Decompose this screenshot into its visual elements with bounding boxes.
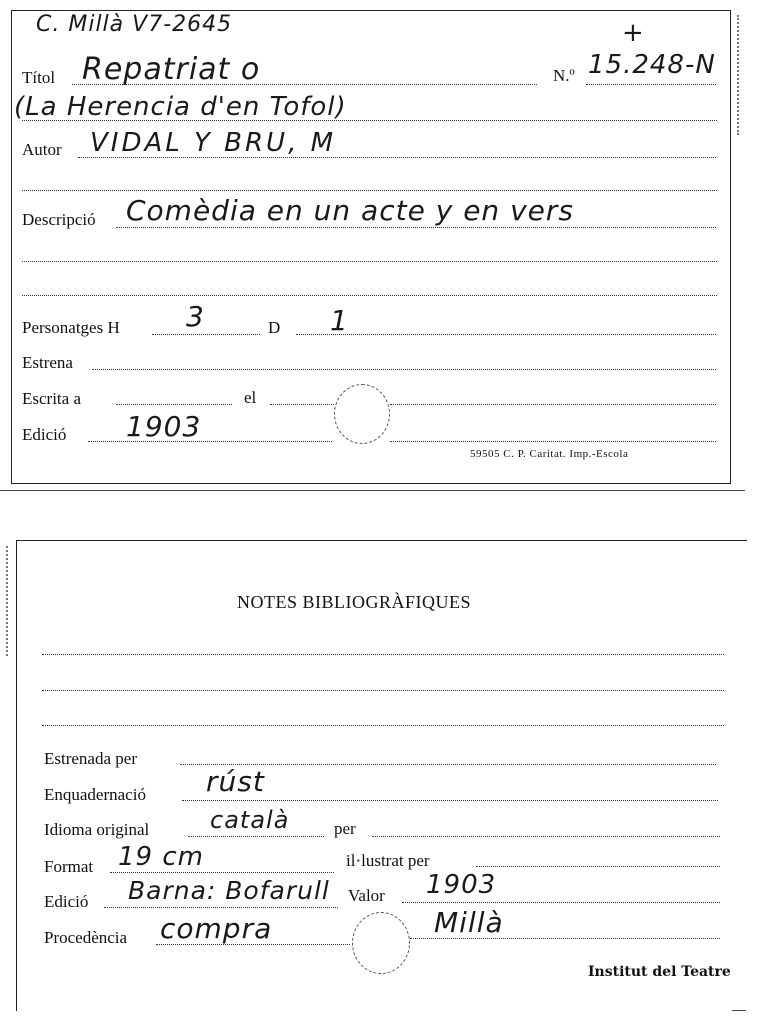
idioma-label: Idioma original — [44, 820, 150, 839]
blank-line-1 — [22, 190, 717, 191]
escrita-line — [116, 404, 232, 405]
edicio2-value: Barna: Bofarull — [128, 876, 330, 905]
subtitle-line — [22, 120, 717, 121]
blank-line-3 — [22, 295, 717, 296]
edicio2-line — [104, 907, 338, 908]
numero-label: N.º — [553, 66, 575, 85]
format-label: Format — [44, 857, 94, 876]
personatges-label: Personatges H — [22, 318, 120, 337]
notes-heading: NOTES BIBLIOGRÀFIQUES — [237, 592, 472, 612]
cross-mark: + — [622, 18, 645, 48]
procedencia-label: Procedència — [44, 928, 128, 947]
bottom-edge-mark — [732, 1010, 746, 1011]
idioma-value: català — [210, 806, 290, 834]
blank-line-2 — [22, 261, 717, 262]
valor-label: Valor — [348, 886, 385, 905]
reference-code: C. Millà V7-2645 — [36, 12, 233, 37]
titol-label: Títol — [22, 68, 56, 87]
personatges-d-value: 1 — [330, 304, 349, 337]
el-line-left — [270, 404, 334, 405]
procedencia-extra: Millà — [434, 906, 504, 939]
estrena-line — [92, 369, 716, 370]
enquadernacio-label: Enquadernació — [44, 785, 146, 804]
titol-value: Repatriat o — [82, 52, 261, 87]
punch-hole-top — [334, 384, 390, 444]
notes-line-1 — [42, 654, 724, 655]
descripcio-label: Descripció — [22, 210, 96, 229]
punch-hole-bottom — [352, 912, 410, 974]
scan-edge-left-bottom — [6, 546, 8, 656]
illustrat-label: il·lustrat per — [346, 851, 430, 870]
format-line — [110, 872, 334, 873]
estrenada-label: Estrenada per — [44, 749, 137, 768]
el-line-right — [390, 404, 716, 405]
institution-stamp: Institut del Teatre — [588, 964, 731, 980]
format-value: 19 cm — [118, 842, 204, 872]
illustrat-line — [476, 866, 720, 867]
idioma-line — [188, 836, 324, 837]
personatges-h-line — [152, 334, 260, 335]
descripcio-value: Comèdia en un acte y en vers — [126, 194, 574, 227]
card-separator-line — [0, 490, 745, 491]
personatges-d-line — [296, 334, 716, 335]
autor-value: VIDAL Y BRU, M — [90, 128, 337, 158]
el-label: el — [244, 388, 257, 407]
idioma-per-line — [372, 836, 720, 837]
numero-value: 15.248-N — [588, 50, 716, 80]
personatges-d-label: D — [268, 318, 281, 337]
edicio-label: Edició — [22, 425, 67, 444]
valor-value: 1903 — [426, 870, 497, 900]
edicio-line-right — [390, 441, 716, 442]
escrita-label: Escrita a — [22, 389, 81, 408]
valor-line — [402, 902, 720, 903]
estrena-label: Estrena — [22, 353, 73, 372]
enquadernacio-line — [182, 800, 718, 801]
notes-line-3 — [42, 725, 724, 726]
enquadernacio-value: rúst — [206, 765, 265, 798]
edicio-line-left — [88, 441, 332, 442]
printer-imprint: 59505 C. P. Caritat. Imp.-Escola — [470, 448, 629, 460]
notes-line-2 — [42, 690, 724, 691]
numero-line — [586, 84, 716, 85]
edicio-value: 1903 — [126, 410, 202, 443]
descripcio-line — [116, 227, 716, 228]
edicio2-label: Edició — [44, 892, 89, 911]
idioma-per-label: per — [334, 819, 356, 838]
autor-label: Autor — [22, 140, 62, 159]
scan-edge-right-top — [737, 15, 739, 135]
procedencia-value: compra — [160, 912, 273, 945]
subtitle-value: (La Herencia d'en Tofol) — [14, 92, 347, 122]
personatges-h-value: 3 — [186, 300, 205, 333]
